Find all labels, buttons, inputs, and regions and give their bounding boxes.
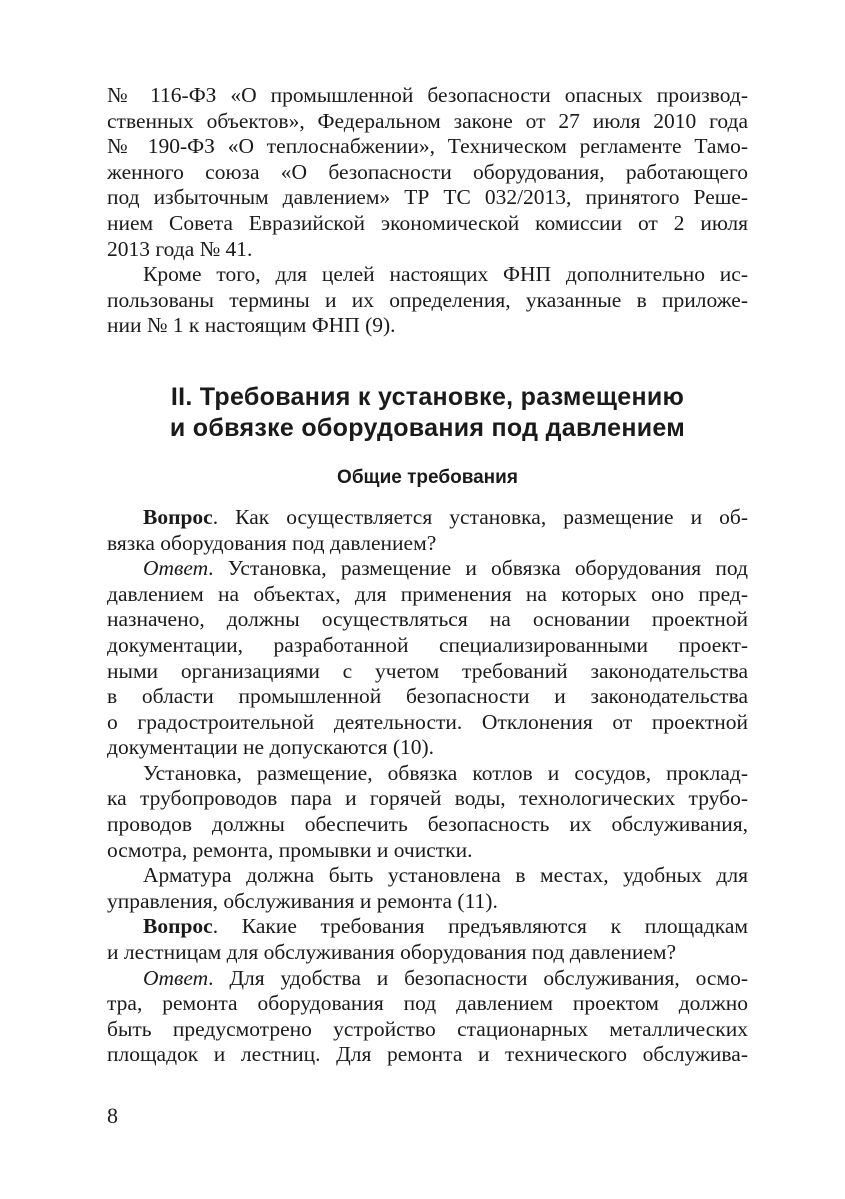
text-line: пользованы термины и их определения, указанные в приложе-	[107, 287, 748, 312]
answer-1	[107, 556, 748, 761]
text-line: давлением на объектах, для применения на которых оно пред-	[107, 581, 748, 606]
text-block	[107, 83, 748, 1068]
text-line: назначено, должны осуществляться на основании проектной	[107, 607, 748, 632]
answer-label: Ответ	[143, 556, 209, 581]
answer-2	[107, 966, 748, 1068]
text-line: ными организациями с учетом требований законодательства	[107, 658, 748, 683]
text-line: ка трубопроводов пара и горячей воды, технологических трубо-	[107, 786, 748, 811]
text-line: вязка оборудования под давлением?	[107, 530, 437, 555]
text-line: проводов должны обеспечить безопасность их обслуживания,	[107, 812, 748, 837]
question-text: . Какие требования предъявляются к площадкам	[212, 914, 748, 939]
text-line: тра, ремонта оборудования под давлением проектом должно	[107, 991, 748, 1016]
question-1	[107, 505, 748, 556]
text-line: Арматура должна быть установлена в местах, удобных для	[143, 863, 748, 888]
terms-paragraph	[107, 262, 748, 339]
text-line	[107, 556, 748, 582]
chapter-heading	[107, 382, 748, 444]
text-line: документации, разработанной специализированными проект-	[107, 632, 748, 657]
text-line	[107, 505, 748, 531]
question-label: Вопрос	[143, 914, 213, 939]
fittings-paragraph	[107, 863, 748, 914]
intro-paragraph	[107, 83, 748, 262]
text-line: в области промышленной безопасности и законодательства	[107, 684, 748, 709]
text-line: о градостроительной деятельности. Отклонения от проектной	[107, 709, 748, 734]
answer-label: Ответ	[143, 965, 209, 990]
section-heading: Общие требования	[337, 466, 518, 488]
text-line: управления, обслуживания и ремонта (11).	[107, 888, 498, 913]
chapter-heading-line: II. Требования к установке, размещению	[170, 382, 685, 411]
text-line: осмотра, ремонта, промывки и очистки.	[107, 837, 473, 862]
question-2	[107, 914, 748, 965]
text-line: площадок и лестниц. Для ремонта и технического обслужива-	[107, 1042, 748, 1067]
text-line: № 190-ФЗ «О теплоснабжении», Техническом регламенте Тамо-	[107, 134, 748, 159]
question-text: . Как осуществляется установка, размещение и об-	[212, 504, 748, 529]
text-line	[107, 914, 748, 940]
text-line: нии № 1 к настоящим ФНП (9).	[107, 313, 396, 338]
text-line: Установка, размещение, обвязка котлов и сосудов, проклад-	[143, 760, 748, 785]
text-line	[107, 966, 748, 992]
text-line: нием Совета Евразийской экономической комиссии от 2 июля	[107, 210, 748, 235]
text-line: под избыточным давлением» ТР ТС 032/2013, принятого Реше-	[107, 185, 748, 210]
text-line: Кроме того, для целей настоящих ФНП дополнительно ис-	[143, 262, 748, 287]
page-number: 8	[107, 1103, 118, 1128]
text-line: ственных объектов», Федеральном законе от 27 июля 2010 года	[107, 108, 748, 133]
text-line: женного союза «О безопасности оборудования, работающего	[107, 159, 748, 184]
question-label: Вопрос	[143, 504, 213, 529]
text-line: документации не допускаются (10).	[107, 735, 435, 760]
text-line: быть предусмотрено устройство стационарных металлических	[107, 1016, 748, 1041]
installation-paragraph	[107, 761, 748, 863]
chapter-heading-line: и обвязке оборудования под давлением	[169, 413, 686, 442]
answer-text: . Установка, размещение и обвязка оборудования под	[208, 556, 748, 581]
answer-text: . Для удобства и безопасности обслуживания, осмо-	[208, 965, 748, 990]
text-line: 2013 года № 41.	[107, 236, 253, 261]
text-line: и лестницам для обслуживания оборудования под давлением?	[107, 940, 677, 965]
text-line: № 116-ФЗ «О промышленной безопасности опасных производ-	[107, 83, 748, 107]
